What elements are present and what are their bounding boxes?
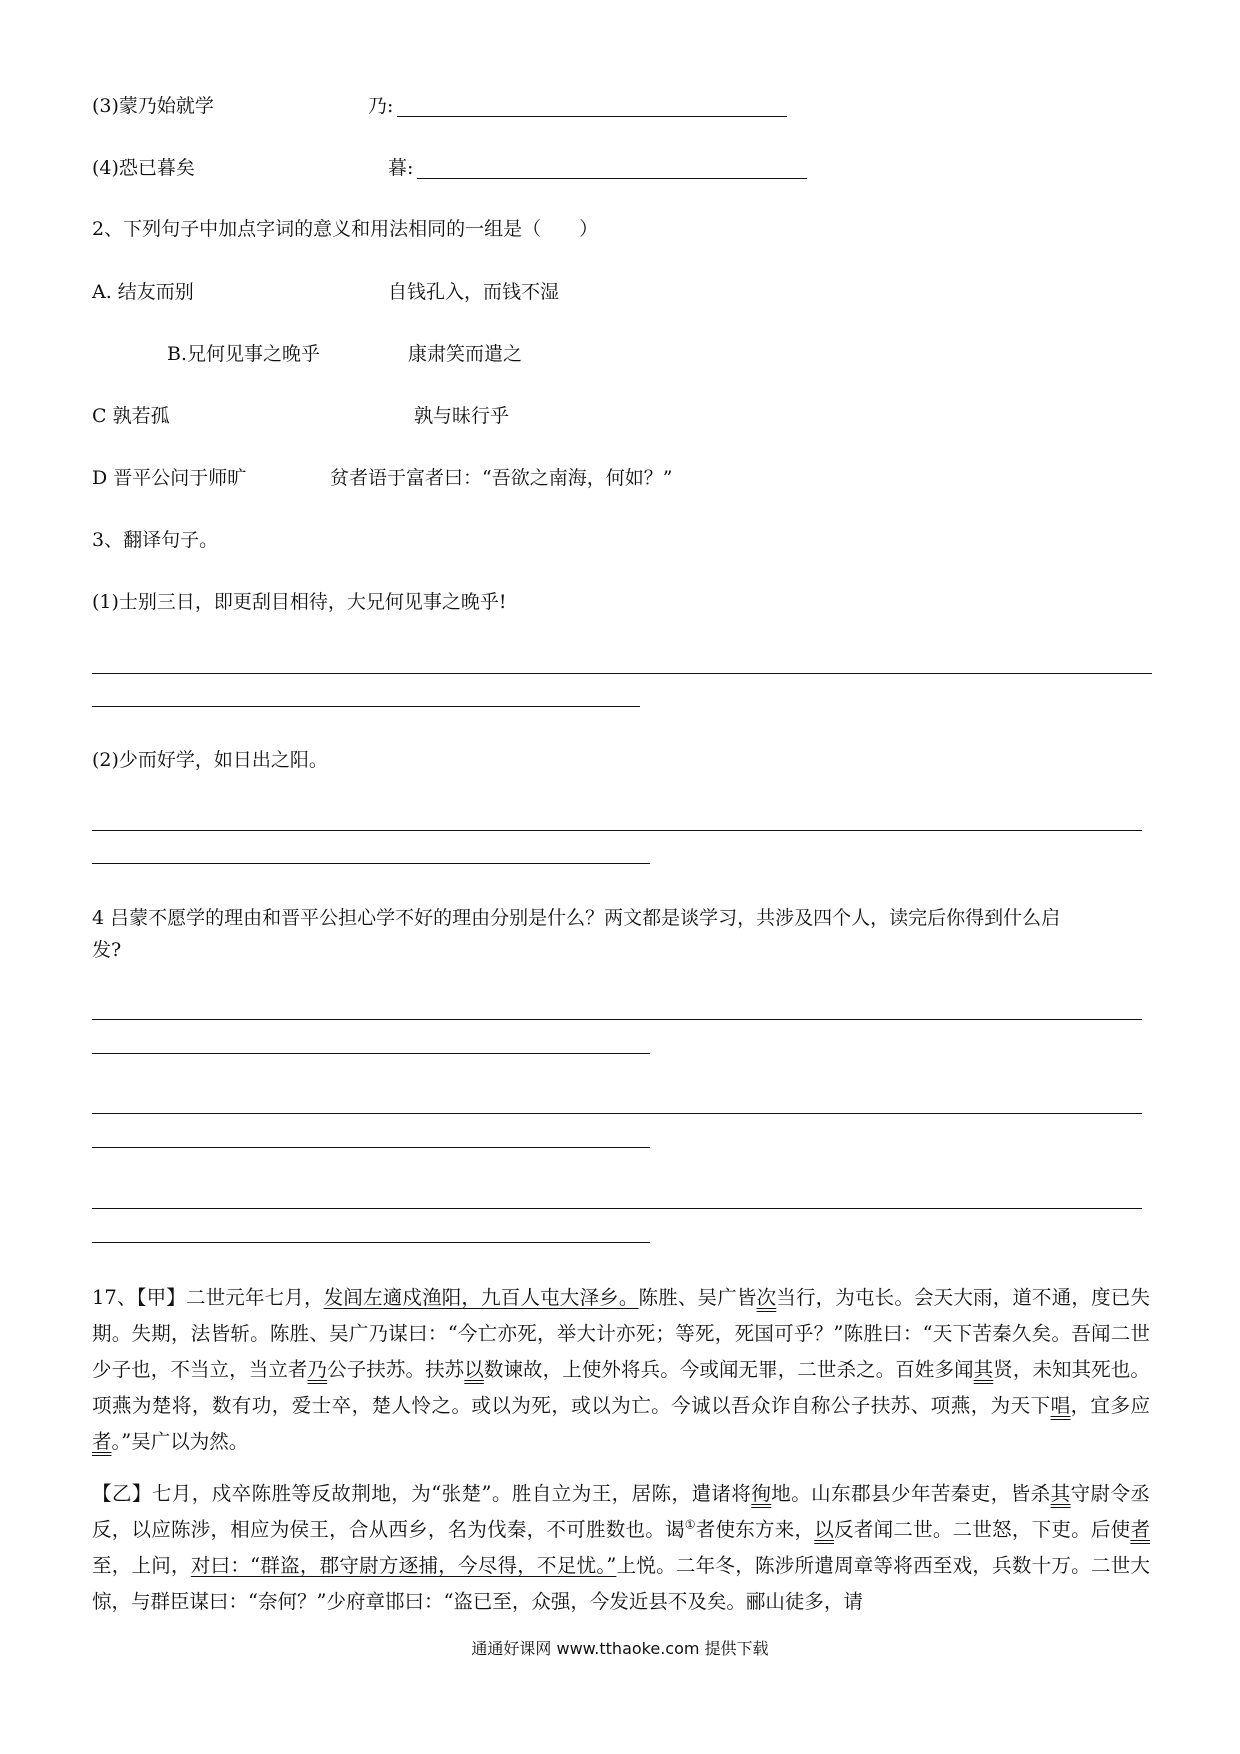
option-a-left: A. 结友而别 — [92, 281, 194, 303]
footnote-marker: ① — [684, 1517, 696, 1532]
question-4-line-1: 4 吕蒙不愿学的理由和晋平公担心学不好的理由分别是什么？两文都是谈学习，共涉及四个人，读完后你得到什么启 — [92, 907, 1061, 929]
answer-line[interactable] — [92, 863, 650, 864]
vocab-item-3-key: 乃: — [368, 95, 394, 117]
answer-line[interactable] — [92, 1208, 1142, 1209]
option-c-left: C 孰若孤 — [92, 405, 170, 427]
answer-line[interactable] — [92, 1053, 650, 1054]
question-2-title: 2、下列句子中加点字词的意义和用法相同的一组是（ ） — [92, 218, 599, 240]
option-c-right: 孰与昧行乎 — [414, 405, 510, 427]
page-footer: 通通好课网 www.tthaoke.com 提供下载 — [471, 1639, 769, 1658]
answer-line[interactable] — [92, 706, 640, 707]
passage-yi: 【乙】七月，戍卒陈胜等反故荆地，为“张楚”。胜自立为王，居陈，遣诸将徇地。山东郡县少年苦秦吏，皆杀其守尉令丞反，以应陈涉，相应为侯王，合从西乡，名为伐秦，不可胜数也。谒①者使东方来，以反者闻二世。二世怒，下吏。后使者至，上问，对曰：“群盗，郡守尉方逐捕，今尽得，不足忧。”上悦。二年冬，陈涉所遣周章等将西至戏，兵数十万。二世大惊，与群臣谋曰：“奈何？”少府章邯曰：“盗已至，众强，今发近县不及矣。郦山徒多，请 — [92, 1482, 1150, 1613]
option-a-right: 自钱孔入，而钱不湿 — [388, 281, 560, 303]
vocab-item-4-key: 暮: — [388, 157, 414, 179]
translate-sentence-1: (1)士别三日，即更刮目相待，大兄何见事之晚乎! — [92, 591, 507, 613]
answer-line[interactable] — [92, 1019, 1142, 1020]
answer-blank[interactable] — [397, 116, 787, 117]
answer-line[interactable] — [92, 673, 1152, 674]
answer-line[interactable] — [92, 830, 1142, 831]
vocab-item-4: (4)恐已暮矣 — [92, 157, 195, 179]
option-d-right: 贫者语于富者曰：“吾欲之南海，何如？” — [330, 467, 673, 489]
passage-jia: 17、【甲】二世元年七月，发闾左適戍渔阳，九百人屯大泽乡。陈胜、吴广皆次当行，为屯长。会天大雨，道不通，度已失期。失期，法皆斩。陈胜、吴广乃谋曰：“今亡亦死，举大计亦死；等死，死国可乎？”陈胜曰：“天下苦秦久矣。吾闻二世少子也，不当立，当立者乃公子扶苏。扶苏以数谏故，上使外将兵。今或闻无罪，二世杀之。百姓多闻其贤，未知其死也。项燕为楚将，数有功，爱士卒，楚人怜之。或以为死，或以为亡。今诚以吾众诈自称公子扶苏、项燕，为天下唱，宜多应者。”吴广以为然。 — [92, 1286, 1150, 1453]
answer-line[interactable] — [92, 1242, 650, 1243]
option-b-left: B.兄何见事之晚乎 — [167, 343, 321, 365]
answer-line[interactable] — [92, 1113, 1142, 1114]
option-d-left: D 晋平公问于师旷 — [92, 467, 247, 489]
translate-sentence-2: (2)少而好学，如日出之阳。 — [92, 749, 328, 771]
vocab-item-3: (3)蒙乃始就学 — [92, 95, 214, 117]
option-b-right: 康肃笑而遣之 — [408, 343, 523, 365]
answer-blank[interactable] — [417, 178, 807, 179]
answer-line[interactable] — [92, 1147, 650, 1148]
question-3-title: 3、翻译句子。 — [92, 529, 219, 551]
question-4-line-2: 发? — [92, 939, 122, 961]
